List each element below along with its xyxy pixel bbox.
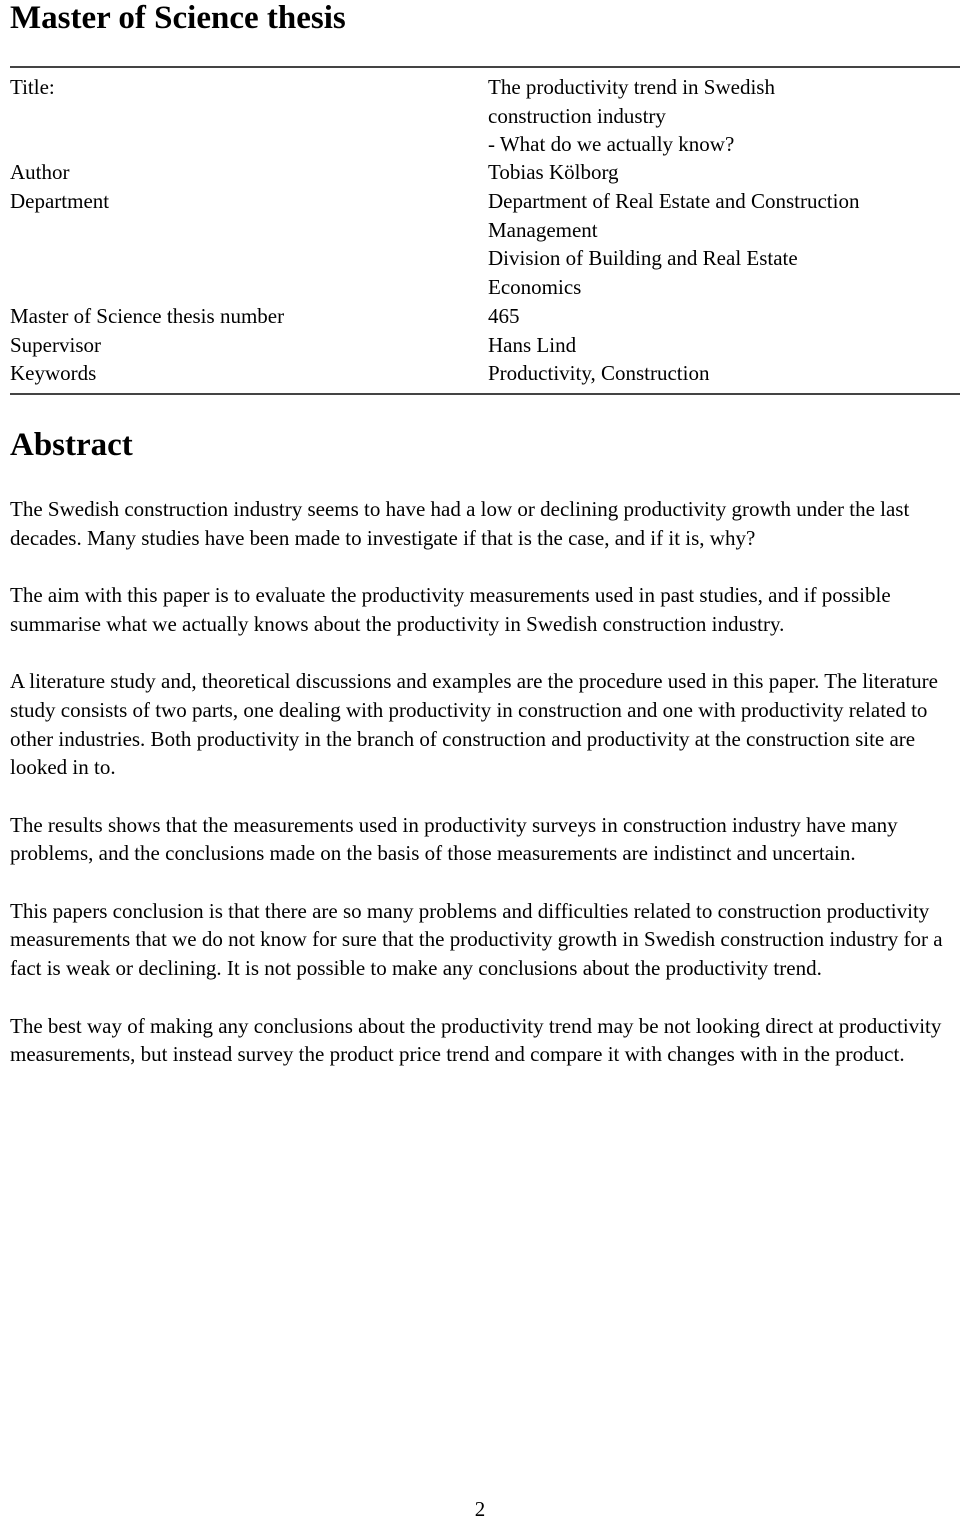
department-label: Department xyxy=(10,189,110,213)
title-value: The productivity trend in Swedish construction industry xyxy=(488,75,775,128)
abstract-paragraph: The aim with this paper is to evaluate the productivity measurements used in past studies, and if possible summarise what we actually knows about the productivity in Swedish construction industry. xyxy=(10,583,891,636)
page-number: 2 xyxy=(474,1497,486,1521)
thesis-number-value: 465 xyxy=(488,304,520,328)
department-value: Department of Real Estate and Construction Management xyxy=(488,189,860,242)
author-value: Tobias Kölborg xyxy=(488,160,619,184)
page-title: Master of Science thesis xyxy=(10,0,346,36)
title-subtitle: - What do we actually know? xyxy=(488,132,735,156)
metadata-top-rule xyxy=(10,66,960,68)
abstract-body xyxy=(10,495,955,1098)
author-label: Author xyxy=(10,160,70,184)
keywords-label: Keywords xyxy=(10,361,97,385)
abstract-paragraph: The best way of making any conclusions about the productivity trend may be not looking direct at productivity measurements, but instead survey the product price trend and compare it with changes with in the product. xyxy=(10,1013,942,1067)
supervisor-value: Hans Lind xyxy=(488,333,577,357)
abstract-heading: Abstract xyxy=(10,427,133,463)
thesis-number-label: Master of Science thesis number xyxy=(10,304,285,328)
title-label: Title: xyxy=(10,75,55,99)
abstract-paragraph: The results shows that the measurements used in productivity surveys in construction industry have many problems, and the conclusions made on the basis of those measurements are indistinct and uncertain. xyxy=(10,812,898,866)
keywords-value: Productivity, Construction xyxy=(488,361,710,385)
division-value: Division of Building and Real Estate Economics xyxy=(488,246,798,299)
abstract-paragraph: A literature study and, theoretical discussions and examples are the procedure used in this paper. The literature study consists of two parts, one dealing with productivity in construction and one with productivity related to other industries. Both productivity in the branch of construction and productivity at the construction site are looked in to. xyxy=(10,669,938,780)
abstract-paragraph: This papers conclusion is that there are so many problems and difficulties related to construction productivity measurements that we do not know for sure that the productivity growth in Swedish construction industry for a fact is weak or declining. It is not possible to make any conclusions about the productivity trend. xyxy=(10,898,943,981)
metadata-bottom-rule xyxy=(10,393,960,395)
abstract-paragraph: The Swedish construction industry seems to have had a low or declining productivity growth under the last decades. Many studies have been made to investigate if that is the case, and if it is, why? xyxy=(10,497,910,550)
supervisor-label: Supervisor xyxy=(10,333,101,357)
